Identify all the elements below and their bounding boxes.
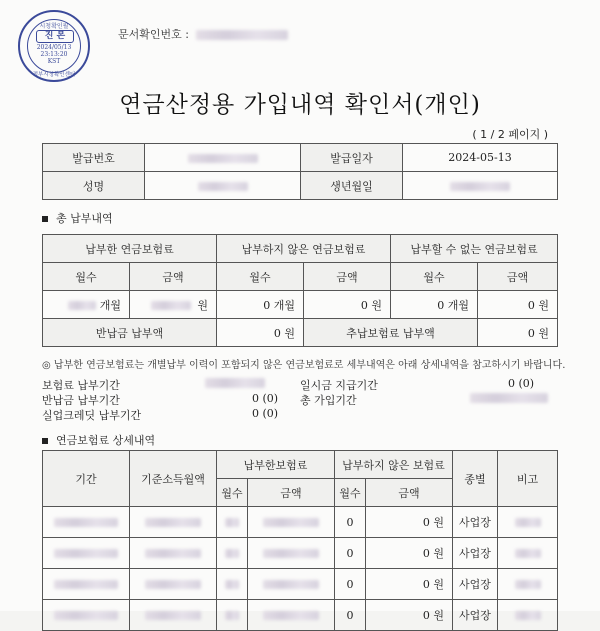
issue-date-value: 2024-05-13 <box>403 144 558 172</box>
table-row <box>43 600 558 631</box>
stamp-code: KST <box>47 58 61 65</box>
return-period-value: 0 (0) <box>252 392 279 405</box>
verification-stamp <box>18 10 90 82</box>
lump-sum-label: 일시금 지급기간 <box>300 379 378 392</box>
detail-paid-header: 납부한보험료 <box>217 451 335 479</box>
redacted-insurance-period <box>205 378 265 388</box>
extra-payment-label: 추납보험료 납부액 <box>304 319 478 347</box>
stamp-datetime <box>20 44 88 65</box>
unpaid-amount-value: 0 원 <box>304 291 391 319</box>
total-period-label: 총 가입기간 <box>300 394 357 407</box>
paid-months-value: 개월 <box>43 291 130 319</box>
section-detail-label: 연금보험료 상세내역 <box>56 434 156 447</box>
detail-table <box>42 450 558 631</box>
paid-header: 납부한 연금보험료 <box>43 235 217 263</box>
stamp-top-text: 시청확인필 <box>39 23 69 30</box>
section-total-payment-label: 총 납부내역 <box>56 212 113 225</box>
row-unpaid-amount: 0 원 <box>366 600 453 631</box>
row-unpaid-amount: 0 원 <box>366 538 453 569</box>
paid-months-header: 월수 <box>43 263 130 291</box>
row-unpaid-months: 0 <box>335 600 366 631</box>
applicant-info-table <box>42 143 558 200</box>
cannot-pay-header: 납부할 수 없는 연금보험료 <box>391 235 558 263</box>
table-row <box>43 569 558 600</box>
cannot-amount-header: 금액 <box>478 263 558 291</box>
unpaid-months-value: 0 개월 <box>217 291 304 319</box>
return-period-label: 반납금 납부기간 <box>42 394 120 407</box>
doc-number <box>118 26 288 42</box>
doc-number-label: 문서확인번호 : <box>118 28 189 41</box>
row-type: 사업장 <box>453 538 498 569</box>
unemployment-period-label: 실업크레딧 납부기간 <box>42 409 142 422</box>
payment-summary-table <box>42 234 558 347</box>
stamp-time: 23:13:20 <box>40 51 68 58</box>
unpaid-months-header: 월수 <box>217 263 304 291</box>
return-payment-value: 0 원 <box>217 319 304 347</box>
cannot-amount-value: 0 원 <box>478 291 558 319</box>
row-unpaid-amount: 0 원 <box>366 507 453 538</box>
unpaid-amount-header: 금액 <box>304 263 391 291</box>
stamp-date: 2024/05/13 <box>36 44 72 51</box>
detail-paid-amount-header: 금액 <box>248 479 335 507</box>
stamp-center-text: 진 본 <box>36 30 74 43</box>
extra-payment-value: 0 원 <box>478 319 558 347</box>
return-payment-label: 반납금 납부액 <box>43 319 217 347</box>
lump-sum-value: 0 (0) <box>508 377 535 390</box>
redacted-total-period <box>470 393 548 403</box>
payment-note: ◎ 납부한 연금보험료는 개별납부 이력이 포함되지 않은 연금보험료로 세부내역은 아래 상세내역을 참고하시기 바랍니다. <box>42 360 566 371</box>
base-income-header: 기준소득월액 <box>130 451 217 507</box>
remark-header: 비고 <box>498 451 558 507</box>
detail-unpaid-header: 납부하지 않은 보험료 <box>335 451 453 479</box>
birth-label: 생년월일 <box>301 172 403 200</box>
table-row <box>43 538 558 569</box>
page-title: 연금산정용 가입내역 확인서(개인) <box>119 92 481 118</box>
issue-no-value <box>145 144 301 172</box>
detail-paid-months-header: 월수 <box>217 479 248 507</box>
row-type: 사업장 <box>453 569 498 600</box>
row-type: 사업장 <box>453 600 498 631</box>
section-total-payment <box>42 210 113 226</box>
bullet-square-icon <box>42 438 48 444</box>
page-indicator: ( 1 / 2 페이지 ) <box>472 128 548 141</box>
issue-no-label: 발급번호 <box>43 144 145 172</box>
bullet-square-icon <box>42 216 48 222</box>
name-value <box>145 172 301 200</box>
detail-unpaid-months-header: 월수 <box>335 479 366 507</box>
cannot-months-value: 0 개월 <box>391 291 478 319</box>
unemployment-period-value: 0 (0) <box>252 407 279 420</box>
birth-value <box>403 172 558 200</box>
redacted-doc-number <box>196 30 288 40</box>
type-header: 종별 <box>453 451 498 507</box>
detail-unpaid-amount-header: 금액 <box>366 479 453 507</box>
insurance-period-label: 보험료 납부기간 <box>42 379 120 392</box>
section-detail <box>42 432 155 448</box>
paid-amount-value: 원 <box>130 291 217 319</box>
stamp-bottom-text: 정부시청확인센터 <box>32 72 76 78</box>
table-row <box>43 507 558 538</box>
name-label: 성명 <box>43 172 145 200</box>
paid-amount-header: 금액 <box>130 263 217 291</box>
period-header: 기간 <box>43 451 130 507</box>
issue-date-label: 발급일자 <box>301 144 403 172</box>
unpaid-header: 납부하지 않은 연금보험료 <box>217 235 391 263</box>
row-unpaid-months: 0 <box>335 538 366 569</box>
row-type: 사업장 <box>453 507 498 538</box>
cannot-months-header: 월수 <box>391 263 478 291</box>
row-unpaid-amount: 0 원 <box>366 569 453 600</box>
row-unpaid-months: 0 <box>335 507 366 538</box>
row-unpaid-months: 0 <box>335 569 366 600</box>
